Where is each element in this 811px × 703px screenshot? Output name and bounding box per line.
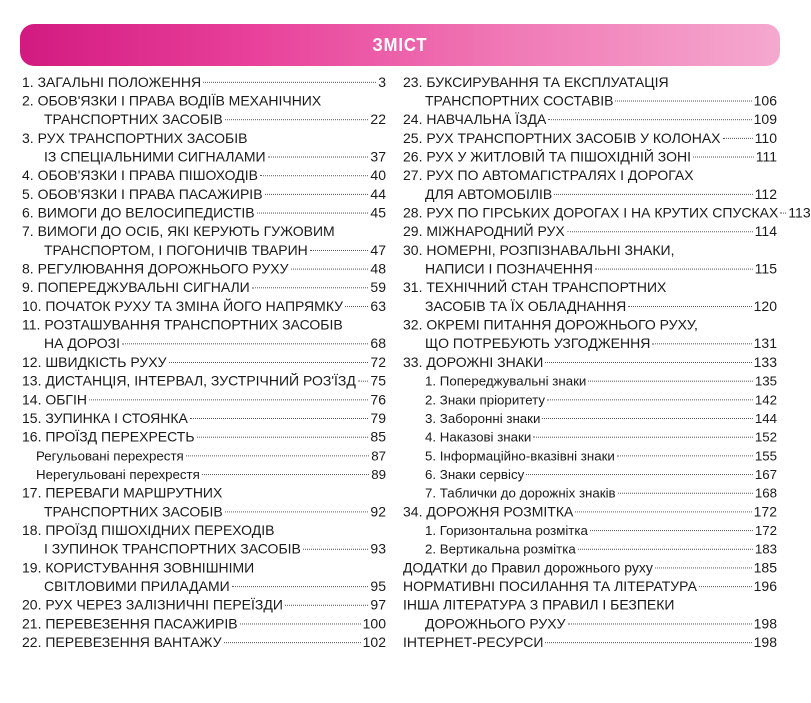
toc-entry-line: [22, 559, 386, 578]
toc-entry-title: 3. РУХ ТРАНСПОРТНИХ ЗАСОБІВ: [22, 130, 248, 146]
toc-leader-dots: [615, 101, 751, 102]
toc-leader-dots: [547, 399, 753, 400]
toc-leader-dots: [567, 231, 753, 232]
toc-entry[interactable]: [403, 540, 777, 559]
toc-entry-line: [403, 391, 777, 410]
toc-entry[interactable]: [403, 241, 777, 278]
toc-entry-line: [403, 204, 811, 223]
toc-entry-line: [22, 222, 386, 241]
toc-page-number: 37: [370, 148, 386, 165]
toc-page-number: 111: [755, 148, 777, 165]
toc-page-number: 87: [371, 448, 386, 464]
toc-page-number: 72: [370, 354, 386, 370]
toc-entry-line: [22, 92, 386, 111]
toc-entry-title: 6. ВИМОГИ ДО ВЕЛОСИПЕДИСТІВ: [22, 204, 255, 221]
toc-page-number: 3: [378, 73, 386, 90]
toc-entry-line: [403, 577, 777, 596]
toc-leader-dots: [723, 138, 753, 139]
toc-leader-dots: [203, 82, 376, 83]
toc-leader-dots: [780, 213, 786, 214]
toc-leader-dots: [197, 437, 369, 438]
toc-entry[interactable]: [22, 278, 386, 297]
toc-entry-line: [403, 222, 777, 241]
toc-leader-dots: [232, 586, 369, 587]
toc-entry[interactable]: [22, 447, 386, 466]
toc-entry-title: 23. БУКСИРУВАННЯ ТА ЕКСПЛУАТАЦІЯ: [403, 73, 669, 90]
toc-entry-title: ТРАНСПОРТНИХ СОСТАВІВ: [425, 92, 614, 109]
toc-entry-title: 26. РУХ У ЖИТЛОВІЙ ТА ПІШОХІДНІЙ ЗОНІ: [403, 148, 691, 165]
toc-leader-dots: [578, 549, 753, 550]
toc-entry-title: 5. ОБОВ'ЯЗКИ І ПРАВА ПАСАЖИРІВ: [22, 186, 263, 202]
toc-entry-line: [22, 428, 386, 447]
toc-entry-title: 6. Знаки сервісу: [425, 467, 525, 482]
toc-entry-title: 11. РОЗТАШУВАННЯ ТРАНСПОРТНИХ ЗАСОБІВ: [22, 316, 343, 333]
toc-entry-title: 2. Знаки пріоритету: [425, 392, 546, 408]
toc-leader-dots: [252, 287, 369, 288]
toc-entry-title: ІНША ЛІТЕРАТУРА З ПРАВИЛ І БЕЗПЕКИ: [403, 596, 675, 613]
toc-entry-title: 29. МІЖНАРОДНИЙ РУХ: [403, 223, 565, 240]
toc-entry-line: [22, 129, 386, 148]
toc-page-number: 198: [753, 615, 777, 632]
toc-entry[interactable]: [403, 428, 777, 447]
toc-leader-dots: [617, 455, 753, 456]
toc-entry[interactable]: [22, 260, 386, 279]
toc-page-number: 112: [754, 186, 777, 202]
toc-page-number: 47: [370, 242, 386, 258]
toc-entry-title: ДОДАТКИ до Правил дорожнього руху: [403, 559, 653, 576]
toc-entry-title: НОРМАТИВНІ ПОСИЛАННЯ ТА ЛІТЕРАТУРА: [403, 578, 697, 594]
toc-entry-line: [403, 316, 777, 335]
toc-entry-title: 8. РЕГУЛЮВАННЯ ДОРОЖНЬОГО РУХУ: [22, 260, 289, 277]
toc-entry[interactable]: [22, 596, 386, 615]
toc-page-number: 144: [754, 411, 777, 426]
toc-entry-line: [403, 148, 777, 167]
toc-entry-title: 7. Таблички до дорожніх знаків: [425, 485, 616, 501]
toc-entry[interactable]: [403, 503, 777, 522]
toc-leader-dots: [190, 418, 369, 419]
toc-entry-line: [22, 334, 386, 353]
toc-entry-title: 9. ПОПЕРЕДЖУВАЛЬНІ СИГНАЛИ: [22, 279, 250, 296]
toc-entry[interactable]: [403, 148, 777, 167]
toc-entry-title: 3. Заборонні знаки: [425, 411, 541, 426]
toc-leader-dots: [257, 213, 369, 214]
toc-entry[interactable]: [22, 484, 386, 521]
toc-leader-dots: [699, 586, 752, 587]
toc-entry-line: [403, 129, 777, 148]
toc-entry-line: [403, 521, 777, 540]
toc-leader-dots: [545, 642, 751, 643]
toc-page-number: 120: [753, 298, 777, 314]
toc-entry-title: 15. ЗУПИНКА І СТОЯНКА: [22, 410, 188, 426]
toc-entry[interactable]: [403, 484, 777, 503]
toc-leader-dots: [628, 306, 751, 307]
toc-entry-title: 32. ОКРЕМІ ПИТАННЯ ДОРОЖНЬОГО РУХУ,: [403, 316, 698, 333]
toc-entry-line: [403, 372, 777, 391]
toc-page-number: 131: [753, 335, 777, 352]
toc-entry-title: 34. ДОРОЖНЯ РОЗМІТКА: [403, 503, 574, 520]
toc-page-number: 44: [370, 186, 386, 202]
toc-page-number: 68: [370, 335, 386, 352]
toc-entry-title: ДОРОЖНЬОГО РУХУ: [425, 615, 566, 632]
toc-entry[interactable]: [403, 409, 777, 428]
toc-page-number: 97: [370, 596, 386, 613]
toc-title: ЗМІСТ: [372, 34, 428, 55]
toc-page-number: 196: [753, 578, 777, 594]
toc-entry[interactable]: [403, 316, 777, 353]
toc-leader-dots: [568, 623, 752, 624]
toc-entry[interactable]: [22, 391, 386, 410]
toc-entry[interactable]: [22, 73, 386, 92]
toc-page-number: 93: [370, 540, 386, 557]
toc-entry-line: [403, 353, 777, 372]
toc-leader-dots: [526, 474, 753, 475]
toc-leader-dots: [652, 343, 751, 344]
toc-entry-line: [403, 334, 777, 353]
toc-entry-line: [403, 559, 777, 578]
toc-entry[interactable]: [22, 465, 386, 484]
toc-entry-title: 12. ШВИДКІСТЬ РУХУ: [22, 354, 167, 370]
toc-page-number: 155: [754, 448, 777, 464]
toc-entry-title: 19. КОРИСТУВАННЯ ЗОВНІШНІМИ: [22, 559, 255, 576]
toc-page-number: 48: [370, 260, 386, 277]
toc-entry[interactable]: [22, 559, 386, 596]
toc-entry-title: 22. ПЕРЕВЕЗЕННЯ ВАНТАЖУ: [22, 634, 222, 651]
toc-entry-line: [403, 447, 777, 466]
toc-entry-title: 20. РУХ ЧЕРЕЗ ЗАЛІЗНИЧНІ ПЕРЕЇЗДИ: [22, 596, 283, 613]
toc-page-number: 76: [370, 391, 386, 408]
toc-entry-line: [22, 521, 386, 540]
toc-leader-dots: [310, 250, 369, 251]
toc-entry[interactable]: [403, 465, 777, 484]
toc-leader-dots: [122, 343, 368, 344]
toc-entry-title: І ЗУПИНОК ТРАНСПОРТНИХ ЗАСОБІВ: [44, 540, 301, 557]
toc-entry-title: 2. Вертикальна розмітка: [425, 541, 576, 557]
toc-leader-dots: [285, 605, 369, 606]
toc-entry-line: [22, 260, 386, 279]
toc-entry-title: 18. ПРОЇЗД ПІШОХІДНИХ ПЕРЕХОДІВ: [22, 522, 275, 538]
toc-entry[interactable]: [403, 447, 777, 466]
toc-entry-line: [22, 316, 386, 335]
toc-leader-dots: [202, 474, 369, 475]
toc-entry-line: [403, 596, 777, 615]
toc-entry-title: 4. ОБОВ'ЯЗКИ І ПРАВА ПІШОХОДІВ: [22, 167, 258, 184]
toc-leader-dots: [554, 194, 752, 195]
toc-entry-title: ІНТЕРНЕТ-РЕСУРСИ: [403, 634, 544, 651]
toc-page-number: 106: [753, 92, 777, 109]
toc-entry-title: 16. ПРОЇЗД ПЕРЕХРЕСТЬ: [22, 428, 195, 445]
toc-leader-dots: [618, 493, 753, 494]
toc-entry-title: 21. ПЕРЕВЕЗЕННЯ ПАСАЖИРІВ: [22, 615, 238, 632]
toc-entry[interactable]: [403, 372, 777, 391]
toc-entry-line: [22, 409, 386, 428]
toc-entry[interactable]: [22, 204, 386, 223]
toc-entry-title: 1. ЗАГАЛЬНІ ПОЛОЖЕННЯ: [22, 73, 202, 90]
toc-entry-line: [403, 92, 777, 111]
toc-entry-line: [403, 166, 777, 185]
toc-page-number: 152: [754, 429, 777, 445]
toc-page-number: 22: [370, 111, 386, 128]
toc-entry-line: [403, 409, 777, 428]
toc-entry-title: 10. ПОЧАТОК РУХУ ТА ЗМІНА ЙОГО НАПРЯМКУ: [22, 298, 344, 314]
toc-page-number: 59: [370, 279, 386, 296]
toc-entry-title: ТРАНСПОРТНИХ ЗАСОБІВ: [44, 111, 223, 128]
toc-entry-title: 4. Наказові знаки: [425, 429, 532, 445]
toc-entry-title: Регульовані перехрестя: [36, 448, 184, 464]
toc-entry[interactable]: [22, 185, 386, 204]
toc-page-number: 95: [370, 578, 386, 594]
toc-entry[interactable]: [403, 166, 777, 203]
toc-leader-dots: [542, 418, 752, 419]
toc-entry-title: 31. ТЕХНІЧНИЙ СТАН ТРАНСПОРТНИХ: [403, 279, 667, 296]
toc-entry-title: СВІТЛОВИМИ ПРИЛАДАМИ: [44, 578, 230, 594]
toc-entry-line: [403, 615, 777, 634]
toc-page-number: 89: [371, 467, 386, 482]
toc-page-number: 40: [370, 167, 386, 184]
toc-leader-dots: [548, 119, 751, 120]
toc-page-number: 113: [788, 204, 811, 221]
toc-entry-line: [22, 73, 386, 92]
toc-leader-dots: [655, 567, 752, 568]
toc-entry-line: [22, 540, 386, 559]
toc-entry-title: ЗАСОБІВ ТА ЇХ ОБЛАДНАННЯ: [425, 298, 627, 314]
toc-entry-title: НА ДОРОЗІ: [44, 335, 120, 352]
toc-leader-dots: [268, 157, 369, 158]
toc-leader-dots: [265, 194, 369, 195]
toc-leader-dots: [169, 362, 369, 363]
toc-page-number: 115: [754, 260, 777, 277]
toc-entry-line: [22, 204, 386, 223]
toc-entry[interactable]: [22, 92, 386, 129]
toc-left-column: [22, 73, 386, 652]
toc-page-number: 185: [753, 559, 777, 576]
toc-entry-line: [22, 278, 386, 297]
toc-entry-line: [22, 372, 386, 391]
toc-entry-line: [403, 260, 777, 279]
toc-page-number: 133: [753, 354, 777, 370]
toc-entry[interactable]: [403, 204, 811, 223]
toc-entry[interactable]: [403, 596, 777, 633]
toc-page-number: 75: [370, 372, 386, 389]
toc-leader-dots: [588, 381, 752, 382]
toc-entry-title: ТРАНСПОРТОМ, І ПОГОНИЧІВ ТВАРИН: [44, 242, 308, 258]
toc-page-number: 110: [754, 130, 777, 146]
toc-entry-line: [403, 73, 777, 92]
toc-entry-title: 30. НОМЕРНІ, РОЗПІЗНАВАЛЬНІ ЗНАКИ,: [403, 242, 675, 258]
toc-leader-dots: [225, 511, 369, 512]
toc-entry-line: [22, 447, 386, 466]
toc-leader-dots: [303, 549, 369, 550]
toc-leader-dots: [590, 530, 753, 531]
toc-entry-line: [22, 148, 386, 167]
toc-entry-line: [22, 166, 386, 185]
toc-entry[interactable]: [22, 428, 386, 447]
toc-entry-title: 27. РУХ ПО АВТОМАГІСТРАЛЯХ І ДОРОГАХ: [403, 167, 694, 184]
toc-entry-line: [22, 110, 386, 129]
toc-entry-line: [22, 297, 386, 316]
toc-entry-title: 17. ПЕРЕВАГИ МАРШРУТНИХ: [22, 484, 223, 501]
toc-entry-title: 25. РУХ ТРАНСПОРТНИХ ЗАСОБІВ У КОЛОНАХ: [403, 130, 721, 146]
toc-leader-dots: [533, 437, 753, 438]
toc-entry[interactable]: [403, 73, 777, 110]
toc-leader-dots: [89, 399, 368, 400]
toc-entry[interactable]: [403, 353, 777, 372]
toc-page-number: 172: [754, 523, 777, 538]
toc-leader-dots: [345, 306, 368, 307]
toc-entry-title: 28. РУХ ПО ГІРСЬКИХ ДОРОГАХ І НА КРУТИХ СПУСКАХ: [403, 204, 779, 221]
toc-entry-line: [22, 391, 386, 410]
toc-page-number: 183: [754, 541, 777, 557]
toc-leader-dots: [595, 269, 753, 270]
toc-entry-line: [22, 241, 386, 260]
toc-leader-dots: [693, 157, 754, 158]
toc-leader-dots: [224, 642, 361, 643]
toc-entry[interactable]: [22, 409, 386, 428]
toc-entry[interactable]: [22, 166, 386, 185]
toc-leader-dots: [260, 175, 368, 176]
toc-entry-line: [403, 503, 777, 522]
toc-page-number: 100: [362, 615, 386, 632]
toc-entry-line: [22, 353, 386, 372]
toc-entry[interactable]: [403, 633, 777, 652]
toc-page-number: 79: [370, 410, 386, 426]
toc-entry-title: 1. Попереджувальні знаки: [425, 373, 587, 389]
toc-entry-line: [403, 484, 777, 503]
toc-entry-title: 24. НАВЧАЛЬНА ЇЗДА: [403, 111, 547, 128]
toc-entry-title: 14. ОБГІН: [22, 391, 88, 408]
toc-leader-dots: [291, 269, 369, 270]
toc-leader-dots: [545, 362, 751, 363]
toc-entry-line: [22, 465, 386, 484]
toc-entry-line: [403, 297, 777, 316]
toc-entry-line: [403, 110, 777, 129]
toc-page-number: 109: [753, 111, 777, 128]
toc-entry[interactable]: [403, 391, 777, 410]
toc-entry-title: 2. ОБОВ'ЯЗКИ І ПРАВА ВОДІЇВ МЕХАНІЧНИХ: [22, 92, 322, 109]
toc-entry-line: [403, 428, 777, 447]
toc-entry[interactable]: [403, 278, 777, 315]
toc-entry-line: [22, 484, 386, 503]
toc-entry[interactable]: [22, 633, 386, 652]
toc-entry[interactable]: [22, 353, 386, 372]
toc-entry[interactable]: [403, 222, 777, 241]
toc-entry[interactable]: [22, 129, 386, 166]
toc-entry-line: [403, 241, 777, 260]
toc-leader-dots: [225, 119, 369, 120]
toc-entry[interactable]: [22, 297, 386, 316]
toc-entry[interactable]: [403, 521, 777, 540]
toc-leader-dots: [240, 623, 361, 624]
toc-entry-line: [403, 540, 777, 559]
toc-page-number: 63: [370, 298, 386, 314]
toc-right-column: [403, 73, 811, 652]
toc-entry-title: ТРАНСПОРТНИХ ЗАСОБІВ: [44, 503, 223, 520]
toc-entry-line: [22, 503, 386, 522]
toc-entry-title: 1. Горизонтальна розмітка: [425, 523, 588, 538]
toc-entry-title: НАПИСИ І ПОЗНАЧЕННЯ: [425, 260, 594, 277]
toc-entry-line: [403, 278, 777, 297]
toc-entry[interactable]: [403, 577, 777, 596]
toc-entry-title: 7. ВИМОГИ ДО ОСІБ, ЯКІ КЕРУЮТЬ ГУЖОВИМ: [22, 223, 335, 240]
toc-entry[interactable]: [22, 521, 386, 558]
toc-entry-title: ДЛЯ АВТОМОБІЛІВ: [425, 186, 553, 202]
toc-entry-line: [22, 596, 386, 615]
toc-entry-line: [22, 633, 386, 652]
toc-entry-title: 5. Інформаційно-вказівні знаки: [425, 448, 615, 464]
toc-entry[interactable]: [22, 222, 386, 259]
toc-page-number: 114: [754, 223, 777, 240]
toc-page-number: 168: [754, 485, 777, 501]
toc-entry[interactable]: [22, 615, 386, 634]
toc-entry-title: Нерегульовані перехрестя: [36, 467, 200, 482]
toc-entry-line: [22, 185, 386, 204]
toc-page-number: 142: [754, 392, 777, 408]
toc-leader-dots: [575, 511, 751, 512]
toc-entry[interactable]: [22, 316, 386, 353]
toc-page-number: 85: [370, 428, 386, 445]
toc-page-number: 45: [370, 204, 386, 221]
toc-entry-title: 13. ДИСТАНЦІЯ, ІНТЕРВАЛ, ЗУСТРІЧНИЙ РОЗ'ЇЗД: [22, 372, 356, 389]
toc-page-number: 92: [370, 503, 386, 520]
toc-page-number: 102: [362, 634, 386, 651]
toc-entry-title: ІЗ СПЕЦІАЛЬНИМИ СИГНАЛАМИ: [44, 148, 266, 165]
toc-entry-line: [403, 465, 777, 484]
toc-leader-dots: [186, 455, 369, 456]
toc-entry[interactable]: [403, 559, 777, 578]
toc-page-number: 198: [753, 634, 777, 651]
toc-entry[interactable]: [403, 110, 777, 129]
toc-page-number: 167: [754, 467, 777, 482]
toc-entry-line: [403, 633, 777, 652]
toc-entry-title: ЩО ПОТРЕБУЮТЬ УЗГОДЖЕННЯ: [425, 335, 651, 352]
toc-page-number: 172: [753, 503, 777, 520]
toc-header: [20, 24, 780, 66]
toc-entry-title: 33. ДОРОЖНІ ЗНАКИ: [403, 354, 544, 370]
toc-entry-line: [22, 577, 386, 596]
toc-leader-dots: [358, 381, 369, 382]
toc-page-number: 135: [754, 373, 777, 389]
toc-entry[interactable]: [403, 129, 777, 148]
toc-entry-line: [403, 185, 777, 204]
toc-entry[interactable]: [22, 372, 386, 391]
toc-entry-line: [22, 615, 386, 634]
